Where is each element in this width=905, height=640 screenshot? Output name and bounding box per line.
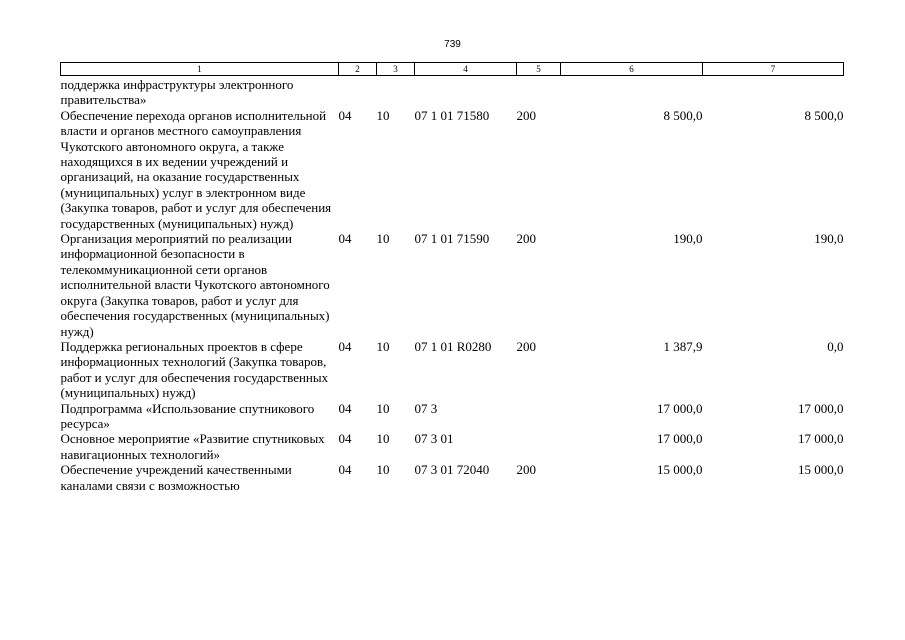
row-section xyxy=(339,76,377,108)
row-name: Обеспечение учреждений качественными каналами связи с возможностью xyxy=(60,462,292,493)
row-target-code: 07 1 01 71590 xyxy=(414,231,490,247)
header-col-1: 1 xyxy=(61,63,339,76)
row-subsection: 10 xyxy=(376,431,390,447)
row-section: 04 xyxy=(338,338,352,354)
row-expense-type: 200 xyxy=(516,462,536,478)
table-row xyxy=(61,108,844,231)
row-target-code xyxy=(415,76,517,108)
table-row xyxy=(61,401,844,432)
header-col-5: 5 xyxy=(517,63,561,76)
row-section: 04 xyxy=(338,107,352,123)
row-amount-1: 17 000,0 xyxy=(657,431,703,447)
row-expense-type: 200 xyxy=(516,338,536,354)
row-target-code: 07 3 xyxy=(414,400,438,416)
row-name: Организация мероприятий по реализации информационной безопасности в телекоммуникационной сети органов исполнительной власти Чукотского автономного округа (Закупка товаров, работ и услуг для обеспечения государственных (муниципальных) нужд) xyxy=(60,231,330,339)
table-row xyxy=(61,76,844,108)
table-row xyxy=(61,231,844,339)
row-amount-1: 190,0 xyxy=(673,231,703,247)
header-col-7: 7 xyxy=(703,63,844,76)
header-col-6: 6 xyxy=(561,63,703,76)
header-col-3: 3 xyxy=(377,63,415,76)
row-amount-1 xyxy=(561,76,703,108)
row-subsection: 10 xyxy=(376,462,390,478)
row-amount-2: 17 000,0 xyxy=(798,400,844,416)
row-amount-1: 1 387,9 xyxy=(663,338,703,354)
header-row xyxy=(61,63,844,76)
row-expense-type xyxy=(517,431,561,462)
row-name: Поддержка региональных проектов в сфере информационных технологий (Закупка товаров, работ и услуг для обеспечения государственных (муниципальных) нужд) xyxy=(60,338,329,401)
row-amount-2: 190,0 xyxy=(814,231,844,247)
row-section: 04 xyxy=(338,462,352,478)
budget-table xyxy=(60,62,844,493)
row-subsection xyxy=(377,76,415,108)
row-amount-2: 15 000,0 xyxy=(798,462,844,478)
row-target-code: 07 3 01 xyxy=(414,431,454,447)
row-section: 04 xyxy=(338,231,352,247)
table-row xyxy=(61,462,844,493)
row-target-code: 07 1 01 71580 xyxy=(414,107,490,123)
row-amount-2 xyxy=(703,76,844,108)
table-row xyxy=(61,431,844,462)
row-amount-2: 0,0 xyxy=(827,338,844,354)
row-amount-2: 8 500,0 xyxy=(804,107,844,123)
row-expense-type xyxy=(517,76,561,108)
row-subsection: 10 xyxy=(376,231,390,247)
row-name: поддержка инфраструктуры электронного правительства» xyxy=(60,77,294,108)
header-col-4: 4 xyxy=(415,63,517,76)
row-amount-1: 15 000,0 xyxy=(657,462,703,478)
row-amount-2: 17 000,0 xyxy=(798,431,844,447)
row-section: 04 xyxy=(338,431,352,447)
row-name: Основное мероприятие «Развитие спутниковых навигационных технологий» xyxy=(60,431,325,462)
row-target-code: 07 1 01 R0280 xyxy=(414,338,492,354)
row-subsection: 10 xyxy=(376,107,390,123)
row-amount-1: 17 000,0 xyxy=(657,400,703,416)
page-number: 739 xyxy=(444,39,461,50)
row-name: Обеспечение перехода органов исполнительной власти и органов местного самоуправления Чукотского автономного округа, а также находящихся в их ведении учреждений и организаций, на оказание государственных (муниципальных) услуг в электронном виде (Закупка товаров, работ и услуг для обеспечения государственных (муниципальных) нужд) xyxy=(60,107,332,231)
row-amount-1: 8 500,0 xyxy=(663,107,703,123)
table-body xyxy=(61,76,844,493)
row-subsection: 10 xyxy=(376,338,390,354)
row-section: 04 xyxy=(338,400,352,416)
row-expense-type: 200 xyxy=(516,231,536,247)
header-col-2: 2 xyxy=(339,63,377,76)
table-header xyxy=(61,63,844,76)
row-subsection: 10 xyxy=(376,400,390,416)
table-row xyxy=(61,339,844,401)
row-name: Подпрограмма «Использование спутникового ресурса» xyxy=(60,400,315,431)
row-target-code: 07 3 01 72040 xyxy=(414,462,490,478)
row-expense-type xyxy=(517,401,561,432)
row-expense-type: 200 xyxy=(516,107,536,123)
